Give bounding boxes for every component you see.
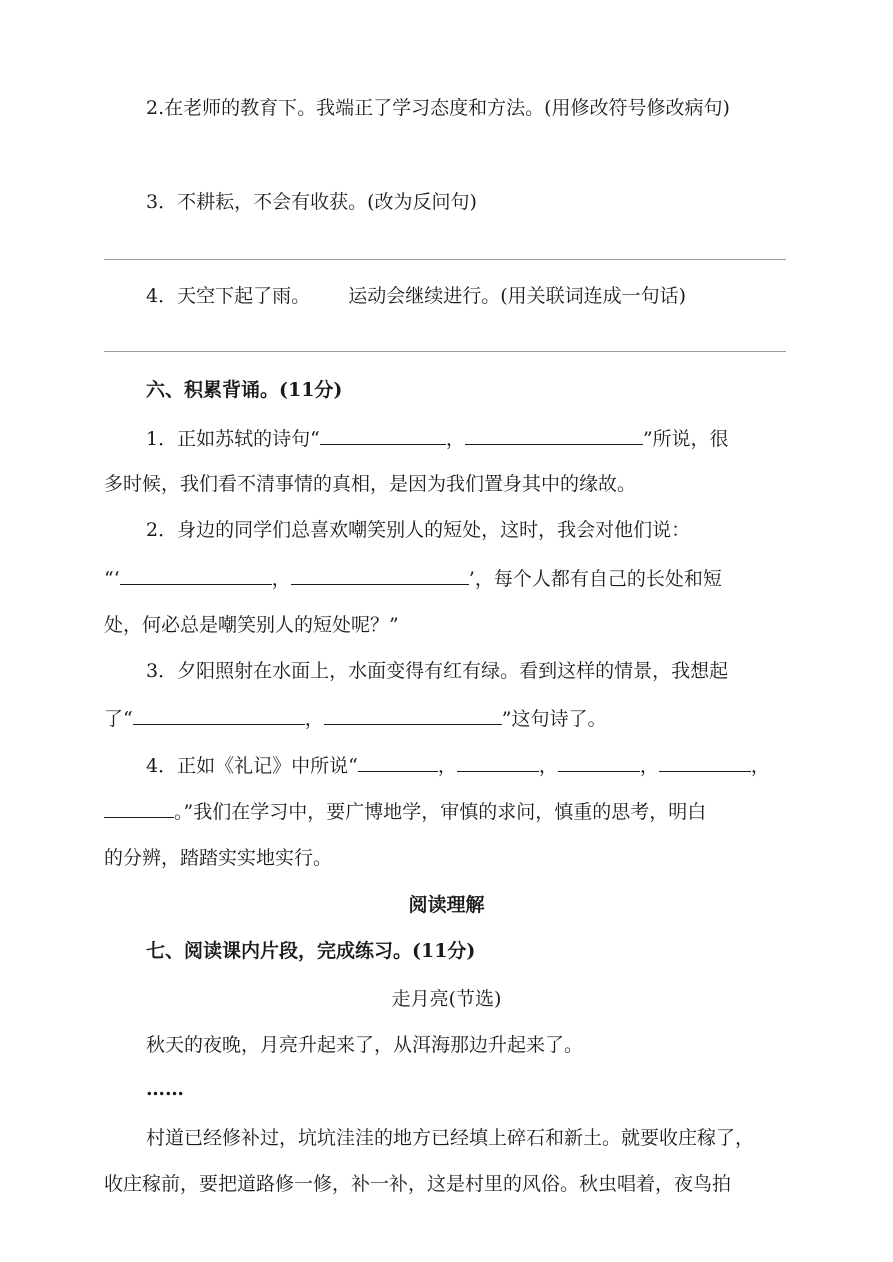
- fill-blank[interactable]: [457, 751, 539, 772]
- fill-blank[interactable]: [358, 751, 438, 772]
- s6-question-3-blanks: 了“ ， ”这句诗了。: [104, 704, 794, 733]
- passage-paragraph-2-line-1: 村道已经修补过，坑坑洼洼的地方已经填上碎石和新土。就要收庄稼了，: [146, 1127, 755, 1149]
- s5-question-4-part-b: 运动会继续进行。(用关联词连成一句话): [348, 285, 687, 307]
- answer-line-q4[interactable]: [104, 351, 786, 352]
- s6-question-4-end: 的分辨，踏踏实实地实行。: [104, 847, 333, 869]
- s6-question-2-continued: 处，何必总是嘲笑别人的短处呢？”: [104, 614, 399, 636]
- s6-question-1: 1．正如苏轼的诗句“ ， ”所说，很: [146, 424, 836, 453]
- s6-question-2: 2．身边的同学们总喜欢嘲笑别人的短处，这时，我会对他们说：: [146, 519, 691, 541]
- fill-blank[interactable]: [320, 424, 446, 445]
- s6-question-2-blanks: “‘ ， ’，每个人都有自己的长处和短: [104, 564, 794, 593]
- fill-blank[interactable]: [120, 564, 272, 585]
- passage-paragraph-2-line-2: 收庄稼前，要把道路修一修，补一补，这是村里的风俗。秋虫唱着，夜鸟拍: [104, 1173, 732, 1195]
- fill-blank[interactable]: [465, 424, 643, 445]
- passage-paragraph-1: 秋天的夜晚，月亮升起来了，从洱海那边升起来了。: [146, 1034, 584, 1056]
- fill-blank[interactable]: [324, 704, 502, 725]
- s6-question-4: 4．正如《礼记》中所说“ ， ， ， ，: [146, 751, 836, 780]
- s6-question-3: 3．夕阳照射在水面上，水面变得有红有绿。看到这样的情景，我想起: [146, 660, 729, 682]
- reading-section-title: 阅读理解: [408, 894, 485, 916]
- fill-blank[interactable]: [133, 704, 305, 725]
- fill-blank[interactable]: [291, 564, 469, 585]
- s5-question-4: [146, 282, 836, 310]
- fill-blank[interactable]: [104, 797, 174, 818]
- s5-question-2: 2.在老师的教育下。我端正了学习态度和方法。(用修改符号修改病句): [146, 97, 730, 119]
- s5-question-3: 3．不耕耘，不会有收获。(改为反问句): [146, 191, 477, 213]
- section-7-heading: 七、阅读课内片段，完成练习。(11分): [146, 940, 476, 962]
- fill-blank[interactable]: [558, 751, 640, 772]
- passage-title: 走月亮(节选): [391, 988, 502, 1010]
- s6-question-1-continued: 多时候，我们看不清事情的真相，是因为我们置身其中的缘故。: [104, 473, 637, 495]
- answer-line-q3[interactable]: [104, 259, 786, 260]
- s5-question-4-part-a: 4．天空下起了雨。: [146, 285, 311, 307]
- fill-blank[interactable]: [659, 751, 751, 772]
- section-6-heading: 六、积累背诵。(11分): [146, 379, 343, 401]
- s6-question-4-continued: 。”我们在学习中，要广博地学，审慎的求问，慎重的思考，明白: [104, 797, 794, 826]
- passage-ellipsis: ……: [146, 1078, 184, 1100]
